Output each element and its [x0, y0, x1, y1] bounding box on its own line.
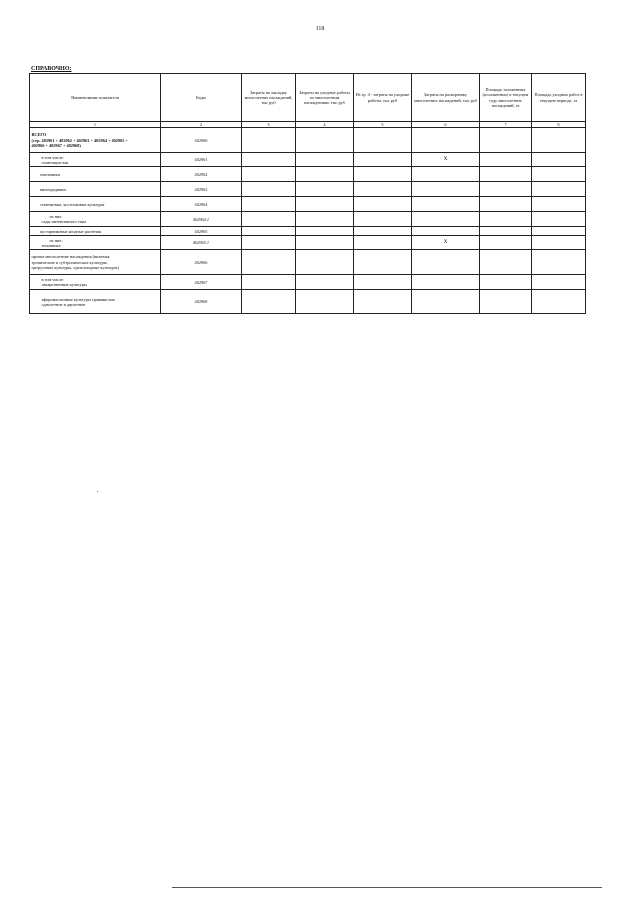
data-cell	[412, 290, 480, 314]
data-cell	[242, 167, 296, 182]
data-cell	[532, 167, 586, 182]
data-cell	[532, 290, 586, 314]
data-cell	[354, 128, 412, 153]
data-cell	[412, 227, 480, 236]
row-code: 402967	[161, 275, 242, 290]
data-cell	[532, 197, 586, 212]
row-name	[30, 128, 161, 153]
data-cell	[480, 128, 532, 153]
bottom-rule	[172, 887, 602, 888]
x-mark: Х	[412, 236, 480, 250]
row-name	[30, 212, 161, 227]
row-name	[30, 236, 161, 250]
reference-table	[29, 73, 586, 314]
data-cell	[242, 212, 296, 227]
table-row	[30, 167, 586, 182]
data-cell	[480, 182, 532, 197]
column-number: 7	[480, 122, 532, 128]
row-code: 402960	[161, 128, 242, 153]
table-row	[30, 250, 586, 275]
data-cell	[532, 275, 586, 290]
data-cell	[242, 290, 296, 314]
row-name-text: плантации чая	[41, 159, 69, 165]
row-name-line: однолетние и двулетние	[41, 301, 86, 307]
data-cell	[532, 182, 586, 197]
row-code: 402965.1	[161, 236, 242, 250]
data-cell	[296, 275, 354, 290]
data-cell	[480, 290, 532, 314]
data-cell	[354, 197, 412, 212]
data-cell	[296, 236, 354, 250]
header-planting-costs: Затраты на закладку многолетних насаждений, тыс руб	[242, 74, 296, 122]
row-name-line: ВСЕГО	[31, 132, 47, 138]
row-code: 402968	[161, 290, 242, 314]
row-note: в том числе:	[41, 277, 64, 282]
data-cell	[242, 250, 296, 275]
row-name-line: 402966 + 402967 + 402968)	[31, 142, 81, 148]
data-cell	[296, 128, 354, 153]
row-name-text: сады интенсивного типа	[41, 219, 87, 225]
column-number: 6	[412, 122, 480, 128]
row-name: семечковые, косточковые культуры	[30, 197, 161, 212]
row-name: хмельники	[30, 167, 161, 182]
data-cell	[532, 236, 586, 250]
row-name-line: (стр. 402961 + 402962 + 402963 + 402964 + 402965 +	[31, 137, 128, 143]
column-number: 2	[161, 122, 242, 128]
row-name-line: эфиромасличные культуры травянистые	[41, 296, 116, 302]
data-cell	[296, 212, 354, 227]
data-cell	[296, 197, 354, 212]
row-name: кустарниковые ягодные растения	[30, 227, 161, 236]
table-row	[30, 182, 586, 197]
row-note: в том числе:	[41, 154, 64, 160]
row-code: 402962	[161, 167, 242, 182]
table-row	[30, 153, 586, 167]
data-cell	[480, 250, 532, 275]
data-cell	[354, 275, 412, 290]
row-name	[30, 290, 161, 314]
data-cell	[296, 250, 354, 275]
header-care-costs: Затраты на уходные работы по многолетним насаждениям, тыс руб	[296, 74, 354, 122]
page-number: 118	[315, 26, 325, 32]
data-cell	[242, 236, 296, 250]
data-cell	[296, 153, 354, 167]
row-name	[30, 153, 161, 167]
table-row	[30, 197, 586, 212]
data-cell	[480, 227, 532, 236]
data-cell	[242, 182, 296, 197]
row-name-line: тропические и субтропические культуры,	[31, 259, 108, 265]
reference-heading: СПРАВОЧНО:	[31, 66, 72, 72]
data-cell	[354, 167, 412, 182]
row-code: 402965	[161, 227, 242, 236]
data-cell	[412, 128, 480, 153]
table-row	[30, 275, 586, 290]
header-row	[30, 74, 586, 122]
data-cell	[532, 128, 586, 153]
row-code: 402966	[161, 250, 242, 275]
data-cell	[532, 212, 586, 227]
data-cell	[354, 290, 412, 314]
data-cell	[296, 182, 354, 197]
data-cell	[354, 250, 412, 275]
data-cell	[242, 197, 296, 212]
row-note: из них:	[49, 237, 63, 243]
header-planted-area: Площадь заложенных (посаженных) в текущем году многолетних насаждений, га	[480, 74, 532, 122]
header-indicator-name: Наименование показателя	[30, 74, 161, 122]
row-name-text: лекарственные культуры	[41, 282, 87, 288]
row-name-line: цитрусовые культуры, орехоплодные культуры)	[31, 264, 119, 270]
column-number: 5	[354, 122, 412, 128]
data-cell	[296, 167, 354, 182]
row-code: 402964.1	[161, 212, 242, 227]
data-cell	[354, 153, 412, 167]
row-name-line: прочие многолетние насаждения (включая	[31, 254, 110, 260]
data-cell	[354, 236, 412, 250]
column-number: 1	[30, 122, 161, 128]
data-cell	[412, 250, 480, 275]
data-cell	[242, 128, 296, 153]
data-cell	[242, 275, 296, 290]
table-row	[30, 236, 586, 250]
data-cell	[412, 182, 480, 197]
scan-speck	[97, 491, 98, 492]
header-care-works: Из гр. 4 - затраты на уходные работы, тыс руб	[354, 74, 412, 122]
data-cell	[532, 227, 586, 236]
row-name	[30, 250, 161, 275]
data-cell	[354, 212, 412, 227]
data-cell	[242, 153, 296, 167]
table-row	[30, 128, 586, 153]
data-cell	[354, 182, 412, 197]
data-cell	[354, 227, 412, 236]
data-cell	[412, 275, 480, 290]
data-cell	[412, 167, 480, 182]
data-cell	[480, 167, 532, 182]
row-note: из них:	[49, 214, 63, 219]
row-name: виноградники	[30, 182, 161, 197]
data-cell	[480, 236, 532, 250]
row-code: 402961	[161, 153, 242, 167]
column-number: 4	[296, 122, 354, 128]
data-cell	[480, 197, 532, 212]
table-row	[30, 212, 586, 227]
x-mark: Х	[412, 153, 480, 167]
data-cell	[480, 153, 532, 167]
data-cell	[296, 227, 354, 236]
row-code: 402963	[161, 182, 242, 197]
table-row	[30, 290, 586, 314]
column-number: 8	[532, 122, 586, 128]
table-row	[30, 227, 586, 236]
header-uprooting-costs: Затраты на раскорчевку многолетних насаждений, тыс руб	[412, 74, 480, 122]
data-cell	[480, 275, 532, 290]
data-cell	[480, 212, 532, 227]
data-cell	[412, 197, 480, 212]
data-cell	[532, 153, 586, 167]
row-name-text: земляника	[41, 242, 61, 248]
row-name	[30, 275, 161, 290]
data-cell	[242, 227, 296, 236]
column-number: 3	[242, 122, 296, 128]
header-care-area: Площадь уходных работ в текущем периоде, га	[532, 74, 586, 122]
data-cell	[532, 250, 586, 275]
data-cell	[296, 290, 354, 314]
row-code: 402964	[161, 197, 242, 212]
header-codes: Коды	[161, 74, 242, 122]
data-cell	[412, 212, 480, 227]
